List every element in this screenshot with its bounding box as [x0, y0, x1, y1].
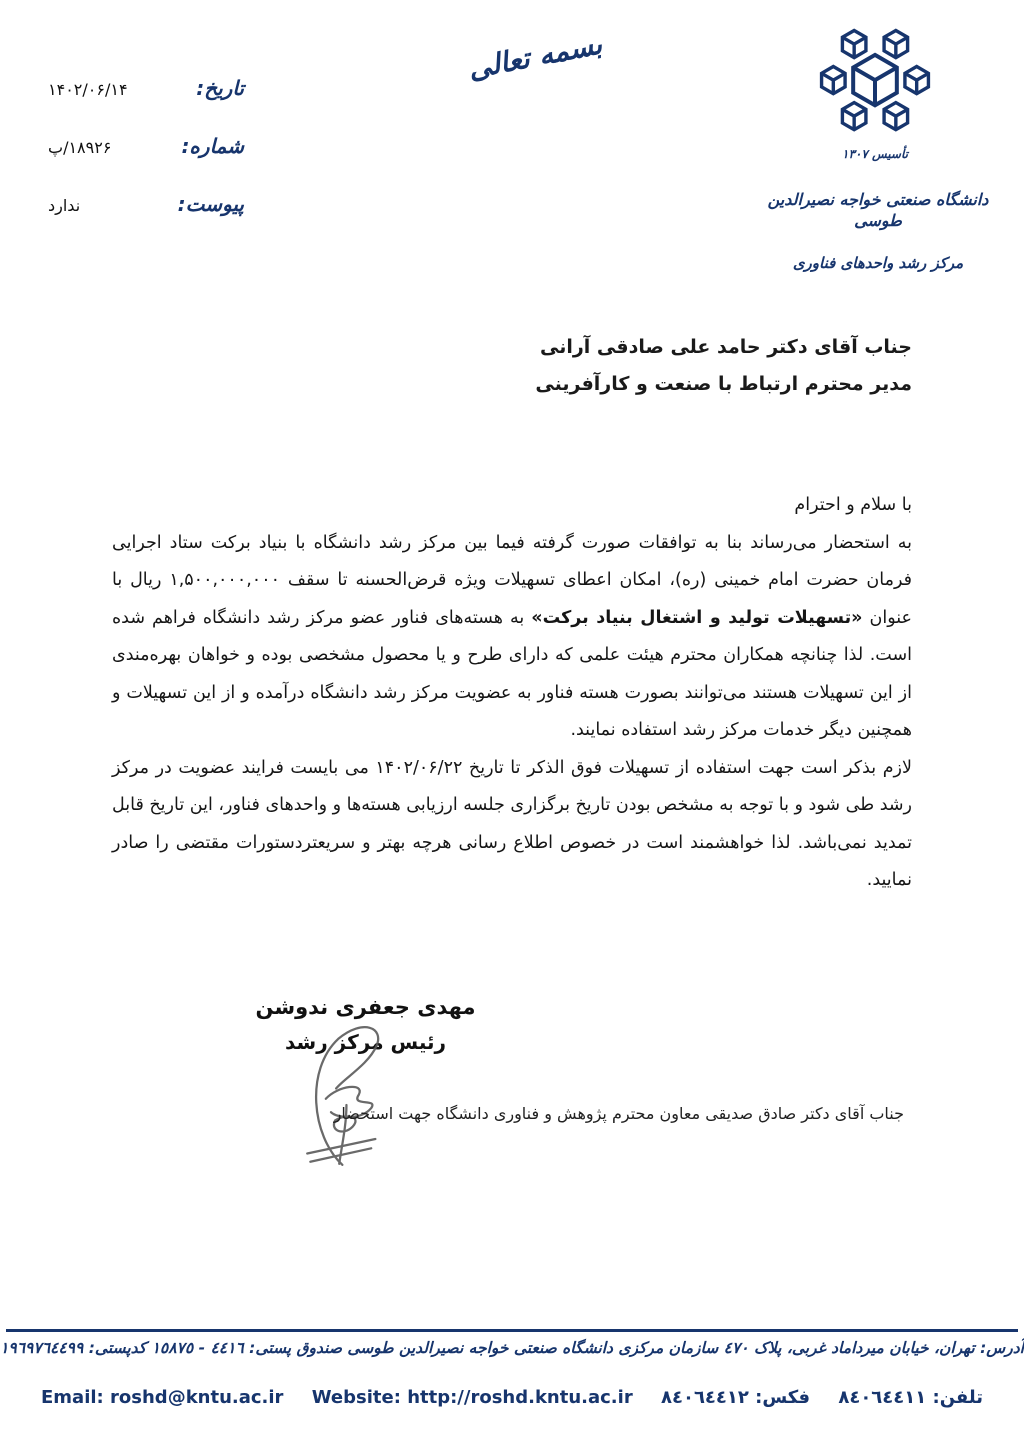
fax-value: ٨٤٠٦٤٤١٢: [660, 1387, 749, 1408]
letterhead-logo-block: [795, 20, 955, 161]
number-value: ۱۸۹۲۶/پ: [48, 138, 112, 157]
email-value: roshd@kntu.ac.ir: [110, 1387, 284, 1408]
letter-body: [112, 487, 912, 900]
attachment-label: پیوست:: [177, 192, 244, 216]
footer-divider: [6, 1329, 1018, 1332]
recipient-name: جناب آقای دکتر حامد علی صادقی آرانی: [540, 336, 912, 358]
signer-title: رئیس مرکز رشد: [284, 1030, 446, 1054]
website-label: Website:: [311, 1387, 401, 1408]
cc-line: جناب آقای دکتر صادق صدیقی معاون محترم پژوهش و فناوری دانشگاه جهت استحضار: [333, 1104, 904, 1123]
recipient-block: [535, 336, 912, 395]
letter-meta-fields: [48, 76, 244, 250]
organization-names: [742, 190, 1014, 272]
footer-fax: [661, 1387, 810, 1408]
bismillah-calligraphy: بسمه تعالی: [465, 27, 605, 86]
incubator-center-name: مرکز رشد واحدهای فناوری: [792, 253, 964, 272]
date-value: ۱۴۰۲/۰۶/۱۴: [48, 80, 128, 99]
date-label: تاریخ:: [196, 76, 244, 100]
signer-name: مهدی جعفری ندوشن: [255, 995, 476, 1019]
recipient-title: مدیر محترم ارتباط با صنعت و کارآفرینی: [535, 373, 912, 395]
footer-contact-line: [0, 1387, 1024, 1408]
meta-row-attachment: [48, 192, 244, 216]
footer-phone: [838, 1387, 983, 1408]
meta-row-number: [48, 134, 244, 158]
paragraph1-text-before: به استحضار می‌رساند بنا به توافقات صورت گرفته فیما بین مرکز رشد دانشگاه با بنیاد برکت ستاد اجرایی فرمان حضرت امام خمینی (ره)، امکان اعطای تسهیلات ویژه قرض‌الحسنه تا سقف ۱,۵۰۰,۰۰۰,۰۰۰ ریال با عنوان: [112, 532, 912, 628]
logo-founded-year: تأسیس ۱۳۰۷: [842, 147, 908, 161]
footer-address: آدرس: تهران، خیابان میرداماد غربی، پلاک ٤٧٠ سازمان مرکزی دانشگاه صنعتی خواجه نصیرالدین طوسی صندوق پستی: ٤٤١٦ - ١٥٨٧٥ کدپستی: ١٩٦٩٧٦٤٤٩٩: [0, 1339, 1024, 1357]
meta-row-date: [48, 76, 244, 100]
fax-label: فکس:: [755, 1387, 811, 1408]
footer-website: [312, 1387, 633, 1408]
footer-email: [41, 1387, 283, 1408]
handwritten-signature: [278, 1010, 418, 1170]
university-logo-icon: [801, 20, 949, 146]
email-label: Email:: [41, 1387, 104, 1408]
number-label: شماره:: [181, 134, 244, 158]
paragraph1-text-after: به هسته‌های فناور عضو مرکز رشد دانشگاه فراهم شده است. لذا چنانچه همکاران محترم هیئت علمی که دارای طرح و یا محصول مشخصی بوده و خواهان بهره‌مندی از این تسهیلات هستند می‌توانند بصورت هسته فناور به عضویت مرکز رشد دانشگاه درآمده و از این تسهیلات و همچنین دیگر خدمات مرکز رشد استفاده نمایند.: [112, 607, 912, 740]
paragraph1-bold-phrase: «تسهیلات تولید و اشتغال بنیاد برکت»: [531, 607, 863, 628]
body-paragraph-1: [112, 525, 912, 750]
phone-label: تلفن:: [932, 1387, 983, 1408]
university-name: دانشگاه صنعتی خواجه نصیرالدین طوسی: [767, 190, 989, 230]
website-value: http://roshd.kntu.ac.ir: [407, 1387, 633, 1408]
attachment-value: ندارد: [48, 196, 81, 215]
phone-value: ٨٤٠٦٤٤١١: [838, 1387, 927, 1408]
body-paragraph-2: لازم بذکر است جهت استفاده از تسهیلات فوق الذکر تا تاریخ ۱۴۰۲/۰۶/۲۲ می بایست فرایند عضویت در مرکز رشد طی شود و با توجه به مشخص بودن تاریخ برگزاری جلسه ارزیابی هسته‌ها و واحدهای فناور، این تاریخ قابل تمدید نمی‌باشد. لذا خواهشمند است در خصوص اطلاع رسانی هرچه بهتر و سریعتردستورات مقتضی را صادر نمایید.: [112, 757, 912, 890]
greeting-line: با سلام و احترام: [794, 495, 912, 515]
